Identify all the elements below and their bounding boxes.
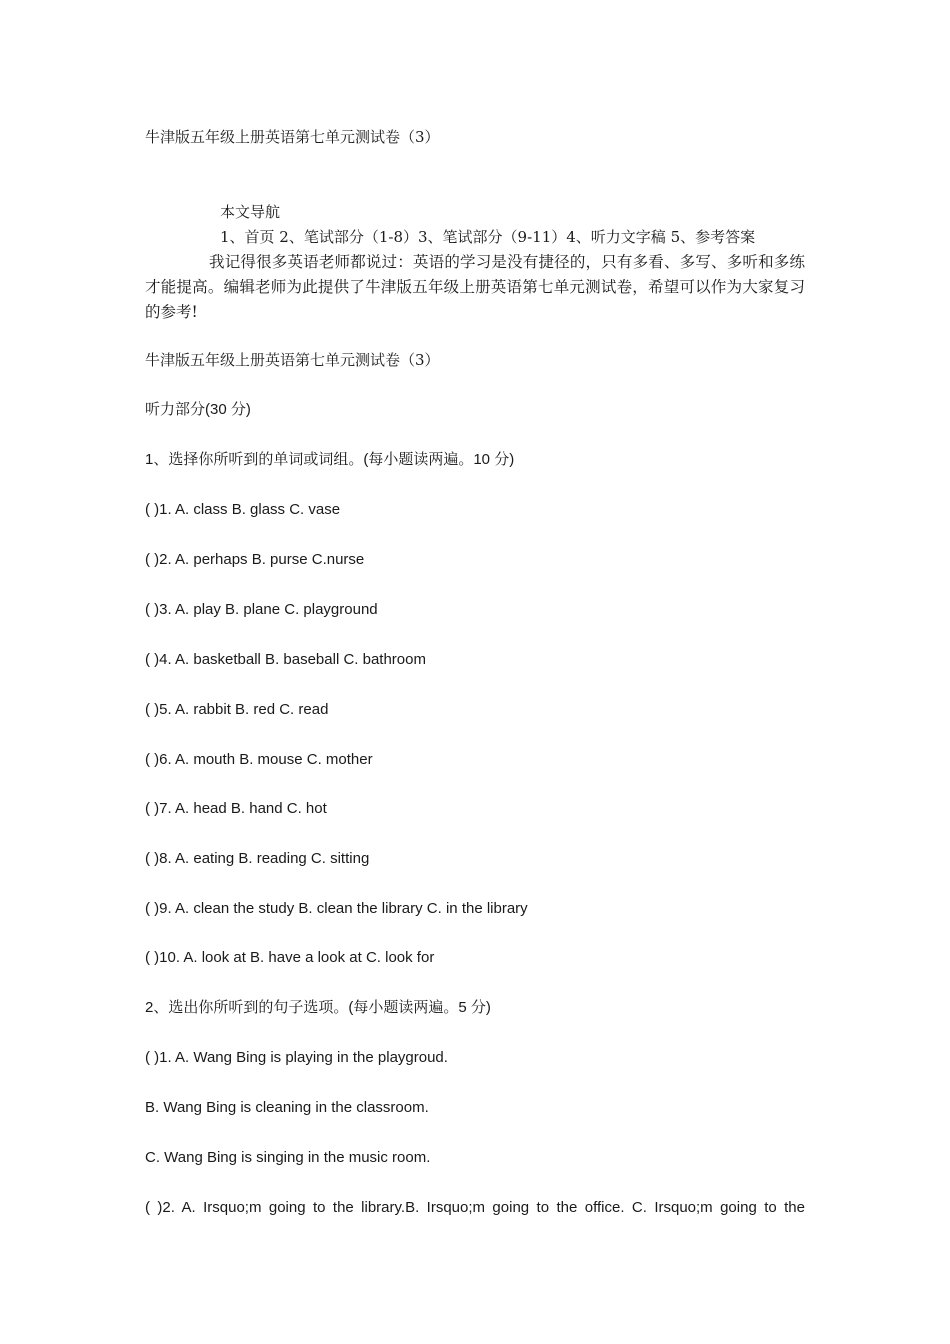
question-item: ( )9. A. clean the study B. clean the library C. in the library [145,900,528,917]
article-nav-title: 本文导航 [220,203,281,221]
intro-paragraph: 我记得很多英语老师都说过：英语的学习是没有捷径的，只有多看、多写、多听和多练才能提高。编辑老师为此提供了牛津版五年级上册英语第七单元测试卷，希望可以作为大家复习的参考! [145,253,805,321]
document-title: 牛津版五年级上册英语第七单元测试卷（3） [145,128,440,146]
question-item: ( )1. A. class B. glass C. vase [145,501,341,518]
question-option: B. Wang Bing is cleaning in the classroom. [145,1099,429,1116]
question-item: ( )10. A. look at B. have a look at C. look for [145,949,435,966]
question-item: ( )6. A. mouth B. mouse C. mother [145,751,373,768]
question-item: ( )8. A. eating B. reading C. sitting [145,850,370,867]
exam-subheading: 牛津版五年级上册英语第七单元测试卷（3） [145,351,440,369]
question-item: ( )5. A. rabbit B. red C. read [145,701,329,718]
question-item: ( )1. A. Wang Bing is playing in the playgroud. [145,1049,448,1066]
listening-part-heading: 听力部分(30 分) [145,401,251,418]
question-item: ( )4. A. basketball B. baseball C. bathroom [145,651,426,668]
article-nav-links[interactable]: 1、首页 2、笔试部分（1-8）3、笔试部分（9-11）4、听力文字稿 5、参考答案 [220,228,756,246]
question-item: ( )2. A. perhaps B. purse C.nurse [145,551,365,568]
section1-title: 1、选择你所听到的单词或词组。(每小题读两遍。10 分) [145,451,515,468]
question-option: C. Wang Bing is singing in the music room. [145,1149,431,1166]
question-item: ( )7. A. head B. hand C. hot [145,800,327,817]
question-item: ( )2. A. Irsquo;m going to the library.B. Irsquo;m going to the office. C. Irsquo;m going to the [145,1199,805,1216]
question-item: ( )3. A. play B. plane C. playground [145,601,378,618]
section2-title: 2、选出你所听到的句子选项。(每小题读两遍。5 分) [145,999,491,1016]
